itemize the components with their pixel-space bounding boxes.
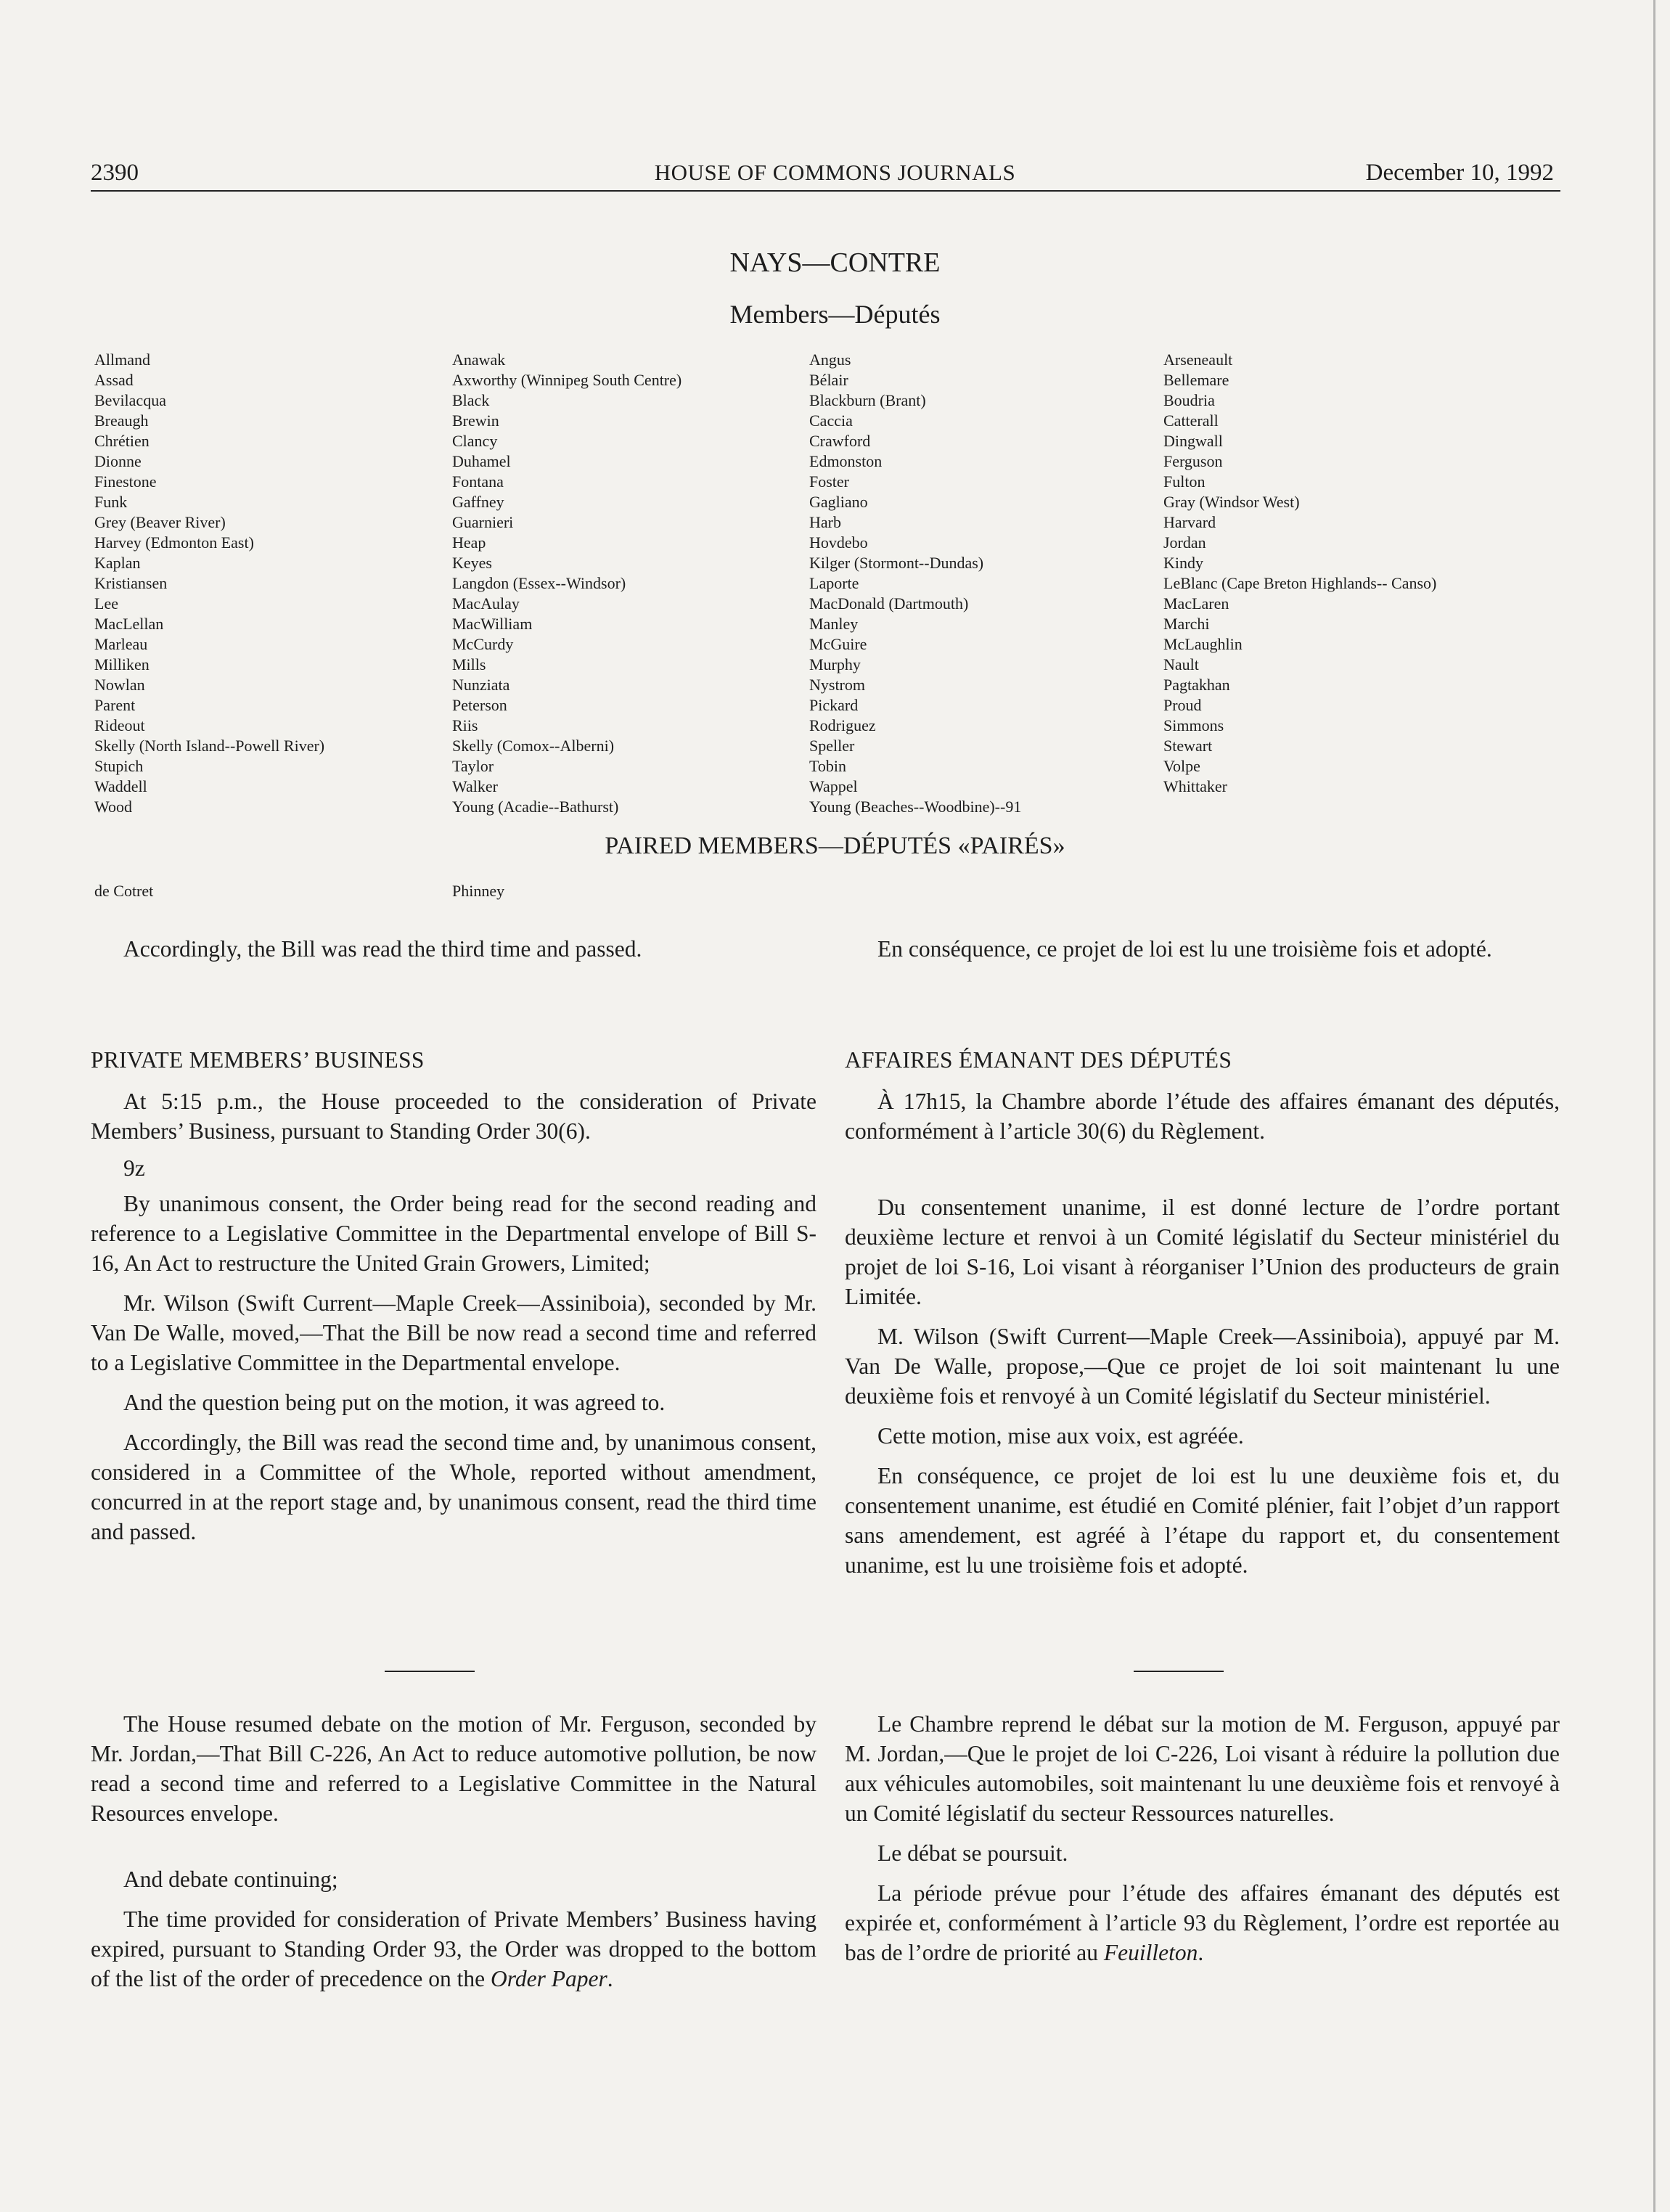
member-name: Rideout: [94, 716, 145, 734]
member-name: Brewin: [452, 411, 499, 430]
member-name: Proud: [1163, 696, 1202, 714]
fr-agreed: Cette motion, mise aux voix, est agréée.: [877, 1423, 1244, 1449]
paired-title: PAIRED MEMBERS—DÉPUTÉS «PAIRÉS»: [605, 832, 1065, 859]
fr-passed-text: En conséquence, ce projet de loi est lu une troisième fois et adopté.: [877, 936, 1492, 962]
en-expired-text: The time provided for consideration of Private Members’ Business having expired, pursuant to Standing Order 93, the Order was dropped to the bottom of the list of the order of precedence on the: [91, 1906, 816, 1991]
member-name: MacLaren: [1163, 594, 1229, 613]
en-second-passed: Accordingly, the Bill was read the second time and, by unanimous consent, considered in a Committee of the Whole, reported without amendment, concurred in at the report stage and, by unanimous consent, read the third time and passed.: [91, 1430, 816, 1544]
en-pmb-intro: At 5:15 p.m., the House proceeded to the consideration of Private Members’ Business, pursuant to Standing Order 30(6).: [91, 1089, 816, 1144]
scan-edge-line: [1653, 0, 1655, 2212]
member-name: Marleau: [94, 635, 148, 653]
member-name: Kristiansen: [94, 574, 168, 592]
paired-member: de Cotret: [94, 882, 154, 900]
en-expired: [91, 1904, 816, 1994]
member-name: Walker: [452, 777, 498, 795]
member-name: Murphy: [809, 655, 861, 673]
member-name: Anawak: [452, 351, 506, 369]
member-name: Kaplan: [94, 554, 141, 572]
member-name: MacAulay: [452, 594, 520, 613]
fr-pmb-intro: À 17h15, la Chambre aborde l’étude des affaires émanant des députés, conformément à l’article 30(6) du Règlement.: [845, 1089, 1560, 1144]
member-name: Tobin: [809, 757, 847, 775]
en-resumed-block: [91, 1709, 816, 1994]
member-name: Harvey (Edmonton East): [94, 533, 254, 552]
member-name: Nowlan: [94, 676, 145, 694]
member-name: Gagliano: [809, 493, 868, 511]
en-moved: Mr. Wilson (Swift Current—Maple Creek—Assiniboia), seconded by Mr. Van De Walle, moved,—That the Bill be now read a second time and referred to a Legislative Committee in the Departmental envelope.: [91, 1290, 816, 1375]
member-name: Funk: [94, 493, 128, 511]
member-name: Pickard: [809, 696, 859, 714]
fr-pmb-heading: AFFAIRES ÉMANANT DES DÉPUTÉS: [845, 1047, 1232, 1073]
member-name: LeBlanc (Cape Breton Highlands-- Canso): [1163, 574, 1437, 592]
fr-expired-end: .: [1198, 1940, 1204, 1965]
member-name: McCurdy: [452, 635, 514, 653]
member-name: Simmons: [1163, 716, 1224, 734]
fr-separator: [1134, 1671, 1224, 1672]
member-name: Clancy: [452, 432, 498, 450]
member-name: Skelly (North Island--Powell River): [94, 737, 325, 755]
nays-title: NAYS—CONTRE: [729, 247, 941, 278]
en-passed-text: Accordingly, the Bill was read the third time and passed.: [123, 936, 642, 962]
member-name: Speller: [809, 737, 855, 755]
en-debate: And debate continuing;: [123, 1867, 338, 1892]
member-name: Waddell: [94, 777, 147, 795]
member-name: Wood: [94, 798, 133, 816]
journal-date: December 10, 1992: [1365, 160, 1554, 186]
members-title: Members—Députés: [729, 300, 941, 329]
en-resumed: The House resumed debate on the motion of Mr. Ferguson, seconded by Mr. Jordan,—That Bill C-226, An Act to reduce automotive pollution, be now read a second time and referred to a Legislative Committee in the Natural Resources envelope.: [91, 1711, 816, 1826]
member-name: Taylor: [452, 757, 494, 775]
member-name: Nunziata: [452, 676, 510, 694]
member-name: Nystrom: [809, 676, 865, 694]
member-name: Stupich: [94, 757, 144, 775]
header-rule: [91, 190, 1560, 192]
member-name: Axworthy (Winnipeg South Centre): [452, 371, 682, 389]
member-name: Peterson: [452, 696, 507, 714]
member-name: Volpe: [1163, 757, 1200, 775]
member-name: Hovdebo: [809, 533, 868, 552]
member-name: Crawford: [809, 432, 871, 450]
en-passed-paragraph: [91, 934, 816, 964]
names-column-1: [94, 350, 324, 817]
member-name: Dionne: [94, 452, 142, 470]
en-pmb-heading: PRIVATE MEMBERS’ BUSINESS: [91, 1047, 425, 1073]
member-name: Dingwall: [1163, 432, 1223, 450]
member-name: Lee: [94, 594, 118, 613]
en-agreed: And the question being put on the motion, it was agreed to.: [123, 1390, 666, 1415]
fr-feuilleton: Feuilleton: [1103, 1940, 1198, 1965]
member-name: Young (Beaches--Woodbine)--91: [809, 798, 1022, 816]
en-item-number: 9z: [123, 1155, 145, 1181]
fr-consent: Du consentement unanime, il est donné lecture de l’ordre portant deuxième lecture et renvoi à un Comité législatif du Secteur ministériel du projet de loi S-16, Loi visant à réorganiser l’Union des producteurs de grain Limitée.: [845, 1195, 1560, 1309]
member-name: Kilger (Stormont--Dundas): [809, 554, 984, 572]
member-name: MacDonald (Dartmouth): [809, 594, 969, 613]
member-name: Breaugh: [94, 411, 149, 430]
member-name: Catterall: [1163, 411, 1219, 430]
member-name: Grey (Beaver River): [94, 513, 226, 531]
member-name: Mills: [452, 655, 486, 673]
member-name: McLaughlin: [1163, 635, 1243, 653]
page-number: 2390: [91, 160, 139, 186]
member-name: Angus: [809, 351, 851, 369]
fr-pmb-block: [845, 1086, 1560, 1580]
member-name: Black: [452, 391, 490, 409]
member-name: Riis: [452, 716, 478, 734]
member-name: Young (Acadie--Bathurst): [452, 798, 619, 816]
fr-debate: Le débat se poursuit.: [877, 1840, 1068, 1866]
member-name: Chrétien: [94, 432, 150, 450]
member-name: Langdon (Essex--Windsor): [452, 574, 626, 592]
member-name: Kindy: [1163, 554, 1203, 572]
en-pmb-block: [91, 1086, 816, 1547]
member-name: Harb: [809, 513, 841, 531]
member-name: Harvard: [1163, 513, 1216, 531]
member-name: Blackburn (Brant): [809, 391, 926, 409]
member-name: Milliken: [94, 655, 150, 673]
member-name: Foster: [809, 472, 849, 491]
member-name: Bellemare: [1163, 371, 1229, 389]
fr-expired-text: La période prévue pour l’étude des affaires émanant des députés est expirée et, conformément à l’article 93 du Règlement, l’ordre est reportée au bas de l’ordre de priorité au: [845, 1880, 1560, 1965]
member-name: Arseneault: [1163, 351, 1233, 369]
en-consent: By unanimous consent, the Order being read for the second reading and reference to a Legislative Committee in the Departmental envelope of Bill S-16, An Act to restructure the United Grain Growers, Limited;: [91, 1191, 816, 1276]
member-name: Bevilacqua: [94, 391, 166, 409]
member-name: Gaffney: [452, 493, 504, 511]
member-name: Nault: [1163, 655, 1199, 673]
fr-moved: M. Wilson (Swift Current—Maple Creek—Assiniboia), appuyé par M. Van De Walle, propose,—Que ce projet de loi soit maintenant lu une deuxième fois et renvoyé à un Comité législatif du Secteur ministériel.: [845, 1324, 1560, 1409]
names-column-3: [809, 350, 1021, 817]
fr-resumed-block: [845, 1709, 1560, 1967]
member-name: Caccia: [809, 411, 853, 430]
member-name: MacLellan: [94, 615, 164, 633]
names-column-2: [452, 350, 681, 817]
member-name: Whittaker: [1163, 777, 1227, 795]
member-name: Boudria: [1163, 391, 1215, 409]
member-name: Edmonston: [809, 452, 883, 470]
member-name: Rodriguez: [809, 716, 876, 734]
member-name: Finestone: [94, 472, 157, 491]
member-name: Skelly (Comox--Alberni): [452, 737, 615, 755]
member-name: Heap: [452, 533, 486, 552]
names-column-4: [1163, 350, 1436, 797]
member-name: Fulton: [1163, 472, 1206, 491]
member-name: Marchi: [1163, 615, 1210, 633]
member-name: Guarnieri: [452, 513, 514, 531]
fr-passed-paragraph: [845, 934, 1560, 964]
member-name: Fontana: [452, 472, 504, 491]
member-name: Allmand: [94, 351, 150, 369]
member-name: Laporte: [809, 574, 859, 592]
fr-resumed: Le Chambre reprend le débat sur la motion de M. Ferguson, appuyé par M. Jordan,—Que le projet de loi C-226, Loi visant à réduire la pollution due aux véhicules automobiles, soit maintenant lu une deuxième fois et renvoyé à un Comité législatif du secteur Ressources naturelles.: [845, 1711, 1560, 1826]
member-name: Parent: [94, 696, 136, 714]
member-name: Keyes: [452, 554, 492, 572]
member-name: Bélair: [809, 371, 848, 389]
en-expired-end: .: [607, 1966, 613, 1991]
member-name: Stewart: [1163, 737, 1213, 755]
member-name: McGuire: [809, 635, 867, 653]
en-order-paper: Order Paper: [491, 1966, 607, 1991]
member-name: Assad: [94, 371, 134, 389]
member-name: Gray (Windsor West): [1163, 493, 1300, 511]
member-name: Manley: [809, 615, 859, 633]
fr-expired: [845, 1878, 1560, 1967]
fr-second-passed: En conséquence, ce projet de loi est lu une deuxième fois et, du consentement unanime, est étudié en Comité plénier, fait l’objet d’un rapport sans amendement, est agréé à l’étape du rapport et, du consentement unanime, est lu une troisième fois et adopté.: [845, 1463, 1560, 1578]
member-name: Pagtakhan: [1163, 676, 1230, 694]
member-name: Duhamel: [452, 452, 511, 470]
member-name: Ferguson: [1163, 452, 1223, 470]
en-separator: [385, 1671, 475, 1672]
member-name: MacWilliam: [452, 615, 533, 633]
member-name: Jordan: [1163, 533, 1206, 552]
member-name: Wappel: [809, 777, 858, 795]
journal-title: HOUSE OF COMMONS JOURNALS: [654, 160, 1016, 185]
paired-member: Phinney: [452, 882, 505, 900]
